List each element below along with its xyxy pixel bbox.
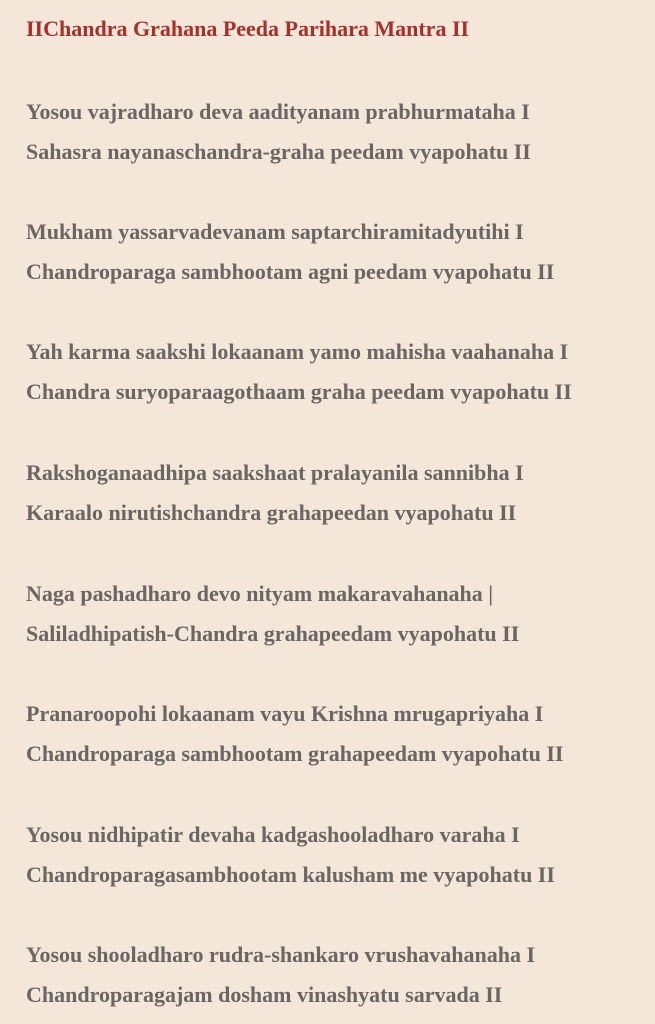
verse-line: Naga pashadharo devo nityam makaravahanaha | (26, 581, 494, 606)
verse-4 (26, 453, 524, 533)
verse-7 (26, 815, 555, 895)
verse-line: Yosou nidhipatir devaha kadgashooladharo varaha I (26, 822, 520, 847)
verse-line: Yosou shooladharo rudra-shankaro vrushavahanaha I (26, 942, 536, 967)
verse-line: Rakshoganaadhipa saakshaat pralayanila sannibha I (26, 460, 524, 485)
verse-line: Chandroparagasambhootam kalusham me vyapohatu II (26, 862, 555, 887)
page-title: IIChandra Grahana Peeda Parihara Mantra II (26, 16, 470, 41)
verse-line: Chandroparaga sambhootam agni peedam vyapohatu II (26, 259, 555, 284)
verse-line: Chandroparaga sambhootam grahapeedam vyapohatu II (26, 741, 564, 766)
verse-line: Chandroparagajam dosham vinashyatu sarvada II (26, 982, 503, 1007)
verse-line: Pranaroopohi lokaanam vayu Krishna mrugapriyaha I (26, 701, 544, 726)
verse-line: Chandra suryoparaagothaam graha peedam vyapohatu II (26, 379, 572, 404)
verse-5 (26, 574, 519, 654)
verse-6 (26, 694, 563, 774)
verse-1 (26, 92, 531, 172)
verse-line: Yah karma saakshi lokaanam yamo mahisha vaahanaha I (26, 339, 569, 364)
verse-line: Saliladhipatish-Chandra grahapeedam vyapohatu II (26, 621, 520, 646)
verse-2 (26, 212, 554, 292)
verse-3 (26, 332, 572, 412)
verse-8 (26, 935, 535, 1015)
verse-line: Yosou vajradharo deva aadityanam prabhurmataha I (26, 99, 530, 124)
verse-line: Sahasra nayanaschandra-graha peedam vyapohatu II (26, 139, 531, 164)
verse-line: Karaalo nirutishchandra grahapeedan vyapohatu II (26, 500, 517, 525)
verse-line: Mukham yassarvadevanam saptarchiramitadyutihi I (26, 219, 524, 244)
